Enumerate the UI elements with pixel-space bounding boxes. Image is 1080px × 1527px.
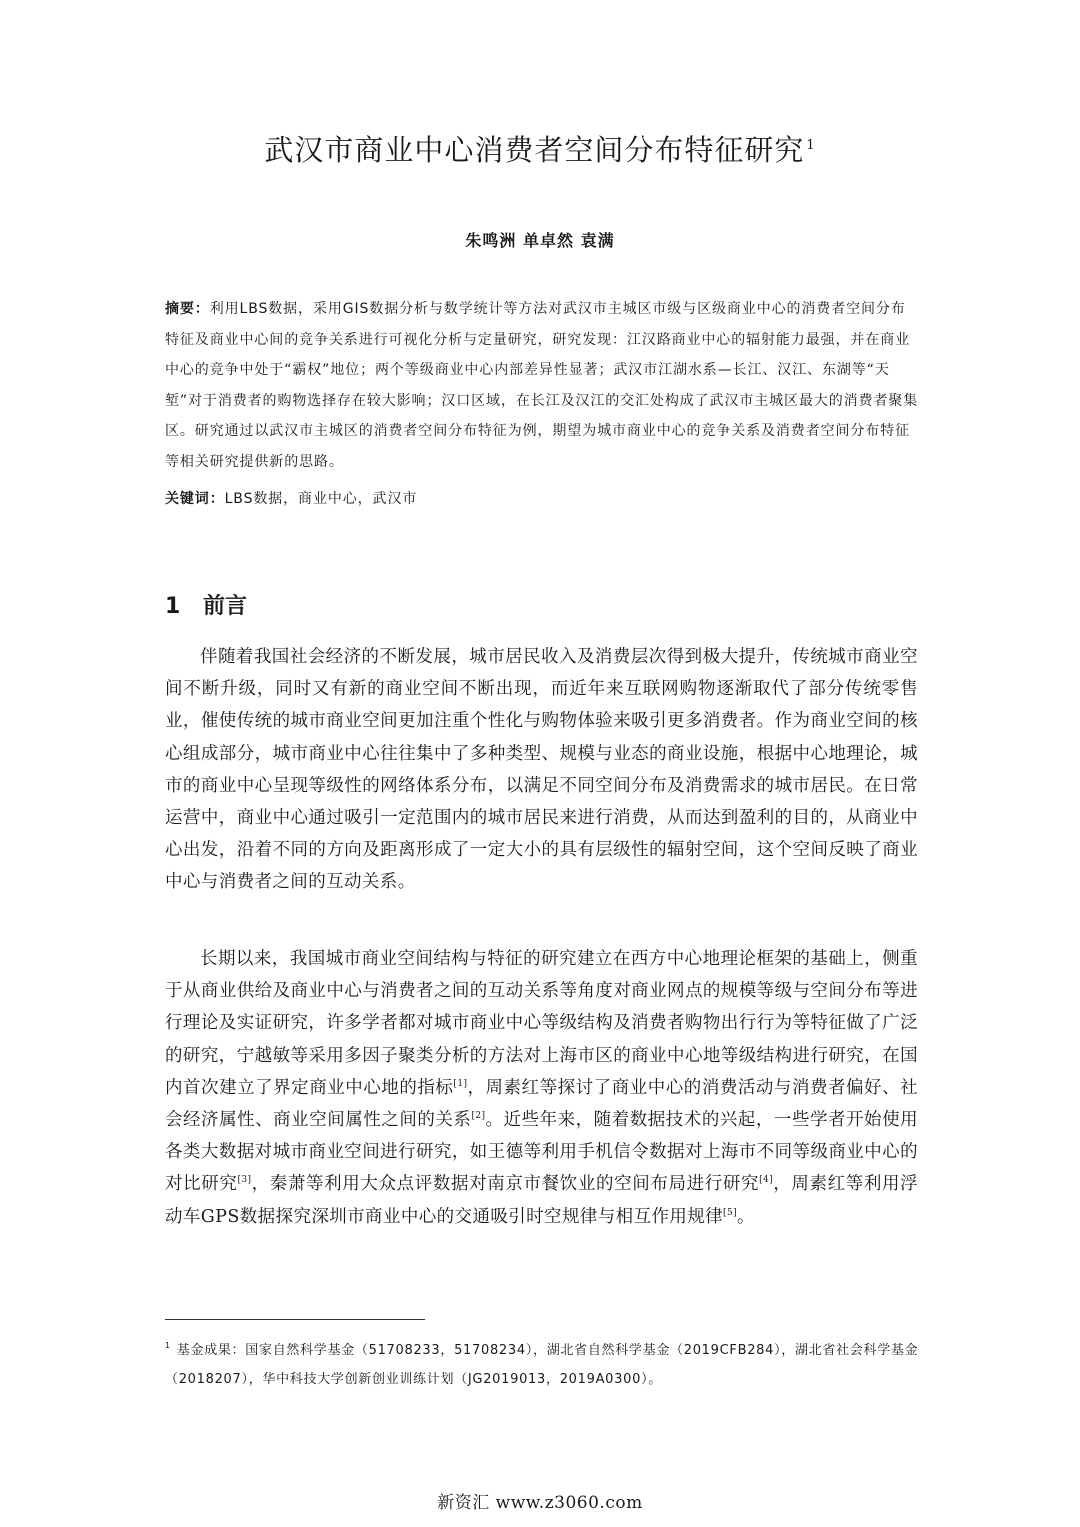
paragraph-segment: ，周素红等探讨了商业中心的消费活动与消费者偏好、社会经济属性、商业空间属性之间的关系	[165, 1077, 918, 1131]
footnote	[165, 1331, 925, 1394]
citation-4[interactable]: [4]	[759, 1175, 774, 1186]
abstract	[165, 294, 920, 477]
paragraph-text	[165, 943, 918, 1233]
abstract-text: 利用LBS数据，采用GIS数据分析与数学统计等方法对武汉市主城区市级与区级商业中心的消费者空间分布特征及商业中心间的竞争关系进行可视化分析与定量研究，研究发现：江汉路商业中心的辐射能力最强，并在商业中心的竞争中处于“霸权”地位；两个等级商业中心内部差异性显著；武汉市江湖水系—长江、汉江、东湖等“天堑”对于消费者的购物选择存在较大影响；汉口区域，在长江及汉江的交汇处构成了武汉市主城区最大的消费者聚集区。研究通过以武汉市主城区的消费者空间分布特征为例，期望为城市商业中心的竞争关系及消费者空间分布特征等相关研究提供新的思路。	[165, 301, 919, 470]
paragraph-text: 伴随着我国社会经济的不断发展，城市居民收入及消费层次得到极大提升，传统城市商业空间不断升级，同时又有新的商业空间不断出现，而近年来互联网购物逐渐取代了部分传统零售业，催使传统的城市商业空间更加注重个性化与购物体验来吸引更多消费者。作为商业空间的核心组成部分，城市商业中心往往集中了多种类型、规模与业态的商业设施，根据中心地理论，城市的商业中心呈现等级性的网络体系分布，以满足不同空间分布及消费需求的城市居民。在日常运营中，商业中心通过吸引一定范围内的城市居民来进行消费，从而达到盈利的目的，从商业中心出发，沿着不同的方向及距离形成了一定大小的具有层级性的辐射空间，这个空间反映了商业中心与消费者之间的互动关系。	[165, 647, 918, 893]
section-number: 1	[165, 594, 181, 619]
citation-1[interactable]: [1]	[453, 1078, 468, 1089]
citation-2[interactable]: [2]	[471, 1111, 486, 1122]
title-footnote-mark: 1	[806, 138, 816, 154]
paragraph-segment: 。	[737, 1206, 755, 1227]
section-title: 前言	[203, 594, 248, 619]
paragraph-segment: 。近些年来，随着数据技术的兴起，一些学者开始使用各类大数据对城市商业空间进行研究，如王德等利用手机信令数据对上海市不同等级商业中心的对比研究	[165, 1110, 918, 1195]
footnote-text: 基金成果：国家自然科学基金（51708233，51708234），湖北省自然科学基金（2019CFB284），湖北省社会科学基金（2018207），华中科技大学创新创业训练计划（JG2019013，2019A0300）。	[165, 1343, 919, 1387]
keywords	[165, 484, 920, 514]
footnote-mark: 1	[165, 1341, 171, 1350]
paragraph-segment: 长期以来，我国城市商业空间结构与特征的研究建立在西方中心地理论框架的基础上，侧重于从商业供给及商业中心与消费者之间的互动关系等角度对商业网点的规模等级与空间分布等进行理论及实证研究，许多学者都对城市商业中心等级结构及消费者购物出行行为等特征做了广泛的研究，宁越敏等采用多因子聚类分析的方法对上海市区的商业中心地等级结构进行研究，在国内首次建立了界定商业中心地的指标	[165, 949, 918, 1098]
footnote-divider	[165, 1319, 425, 1320]
title-text: 武汉市商业中心消费者空间分布特征研究	[264, 133, 805, 167]
abstract-label: 摘要：	[165, 301, 210, 317]
section-heading	[165, 589, 247, 620]
citation-3[interactable]: [3]	[237, 1175, 252, 1186]
author-list: 朱鸣洲 单卓然 袁满	[465, 231, 615, 250]
keywords-label: 关键词：	[165, 491, 225, 507]
body-paragraph-2	[165, 943, 918, 1233]
watermark: 新资汇 www.z3060.com	[437, 1493, 643, 1513]
paragraph-segment: ，周素红等利用浮动车GPS数据探究深圳市商业中心的交通吸引时空规律与相互作用规律	[165, 1174, 919, 1227]
citation-5[interactable]: [5]	[723, 1207, 737, 1218]
body-paragraph-1	[165, 641, 918, 899]
keywords-text: LBS数据，商业中心，武汉市	[224, 491, 418, 507]
paper-title	[0, 128, 1080, 169]
paragraph-segment: ，秦萧等利用大众点评数据对南京市餐饮业的空间布局进行研究	[251, 1174, 760, 1195]
